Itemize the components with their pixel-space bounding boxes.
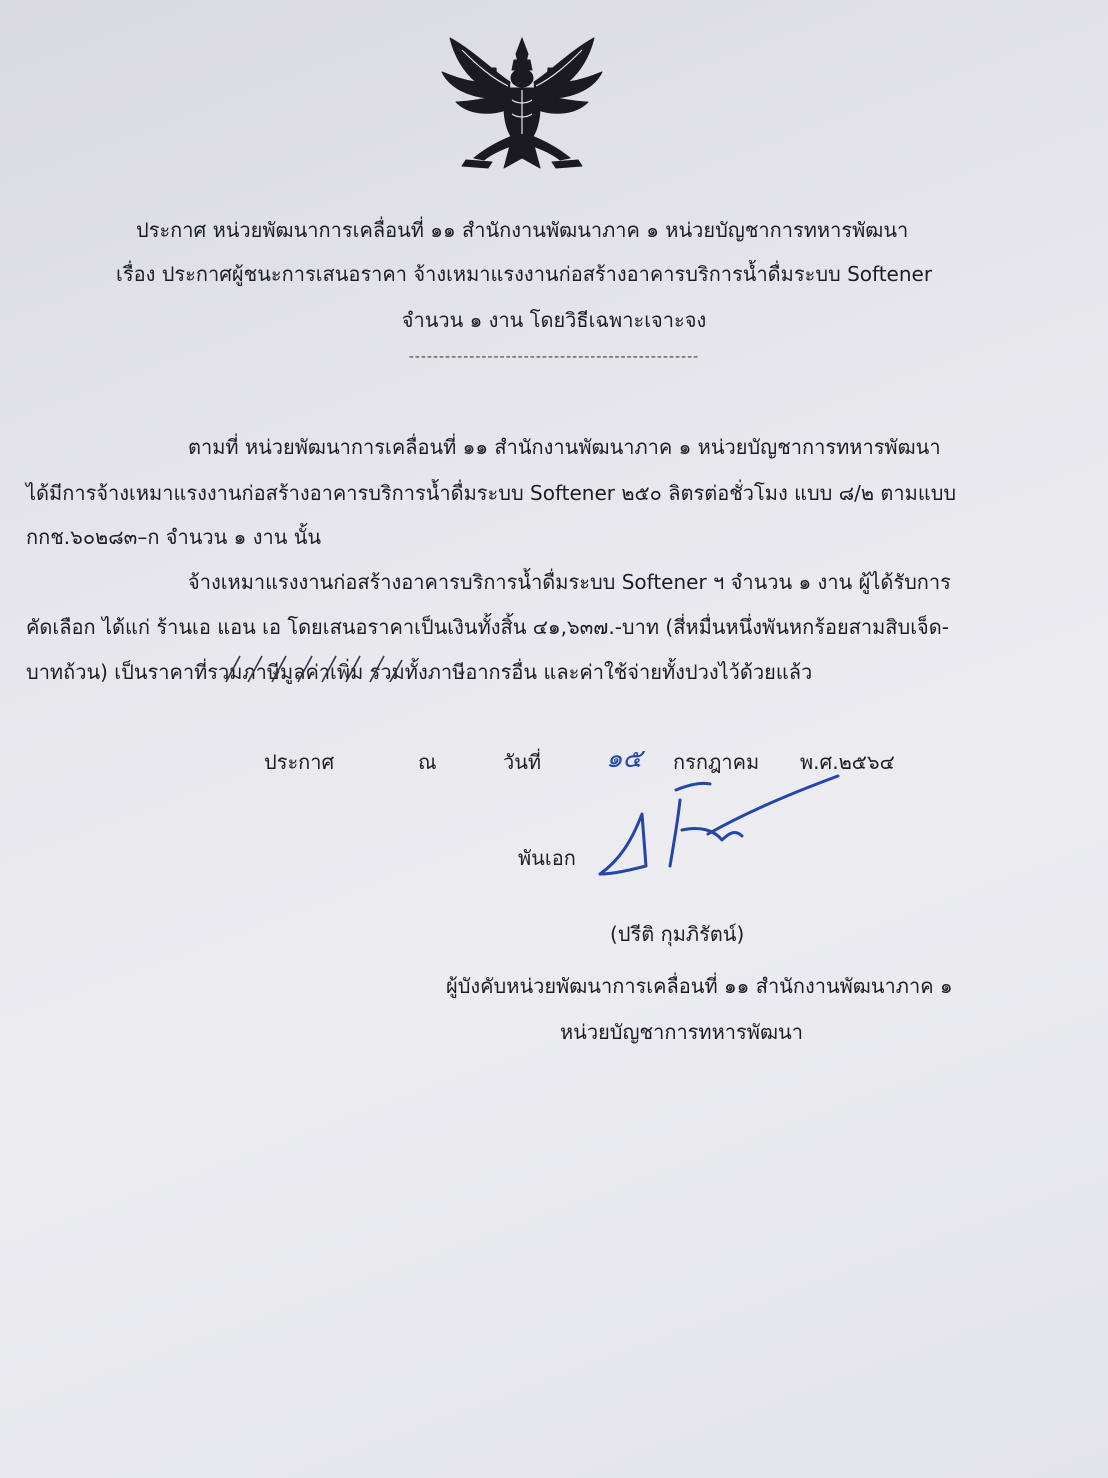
handwritten-strike-mark [222, 652, 404, 686]
heading-line-3: จำนวน ๑ งาน โดยวิธีเฉพาะเจาะจง [401, 308, 707, 332]
date-day-handwritten: ๑๕ [606, 744, 643, 774]
paragraph-1-line-2: ได้มีการจ้างเหมาแรงงานก่อสร้างอาคารบริการน้ำดื่มระบบ Softener ๒๕๐ ลิตรต่อชั่วโมง แบบ ๘/๒ ตามแบบ [26, 481, 957, 505]
paragraph-2-line-1: จ้างเหมาแรงงานก่อสร้างอาคารบริการน้ำดื่มระบบ Softener ฯ จำนวน ๑ งาน ผู้ได้รับการ [188, 570, 951, 594]
paragraph-2-line-3: บาทถ้วน) เป็นราคาที่รวมภาษีมูลค่าเพิ่ม รวมทั้งภาษีอากรอื่น และค่าใช้จ่ายทั้งปวงไว้ด้วยแล้ว [26, 660, 813, 684]
paragraph-1-line-1: ตามที่ หน่วยพัฒนาการเคลื่อนที่ ๑๑ สำนักงานพัฒนาภาค ๑ หน่วยบัญชาการทหารพัฒนา [188, 435, 941, 459]
heading-subject: เรื่อง ประกาศผู้ชนะการเสนอราคา จ้างเหมาแรงงานก่อสร้างอาคารบริการน้ำดื่มระบบ Softener [116, 262, 933, 286]
heading-divider: ------------------------------------------------ [408, 349, 700, 365]
signer-position-line-2: หน่วยบัญชาการทหารพัฒนา [560, 1020, 803, 1044]
date-year: พ.ศ.๒๕๖๔ [800, 750, 895, 774]
garuda-emblem-icon [432, 30, 612, 180]
signer-position-line-1: ผู้บังคับหน่วยพัฒนาการเคลื่อนที่ ๑๑ สำนักงานพัฒนาภาค ๑ [446, 974, 953, 998]
signer-rank: พันเอก [518, 846, 576, 870]
date-day-label: วันที่ [503, 750, 542, 774]
signer-name: (ปรีติ กุมภิรัตน์) [610, 922, 745, 946]
paragraph-2-line-2: คัดเลือก ได้แก่ ร้านเอ แอน เอ โดยเสนอราคาเป็นเงินทั้งสิ้น ๔๑,๖๓๗.-บาท (สี่หมื่นหนึ่งพันหกร้อยสามสิบเจ็ด- [26, 615, 949, 639]
date-at-label: ณ [418, 750, 437, 774]
date-announce-label: ประกาศ [264, 750, 335, 774]
handwritten-signature-icon [590, 770, 840, 880]
date-month: กรกฎาคม [673, 750, 760, 774]
paragraph-1-line-3: กกช.๖๐๒๘๓–ก จำนวน ๑ งาน นั้น [26, 525, 322, 549]
heading-line-1: ประกาศ หน่วยพัฒนาการเคลื่อนที่ ๑๑ สำนักงานพัฒนาภาค ๑ หน่วยบัญชาการทหารพัฒนา [136, 218, 909, 242]
